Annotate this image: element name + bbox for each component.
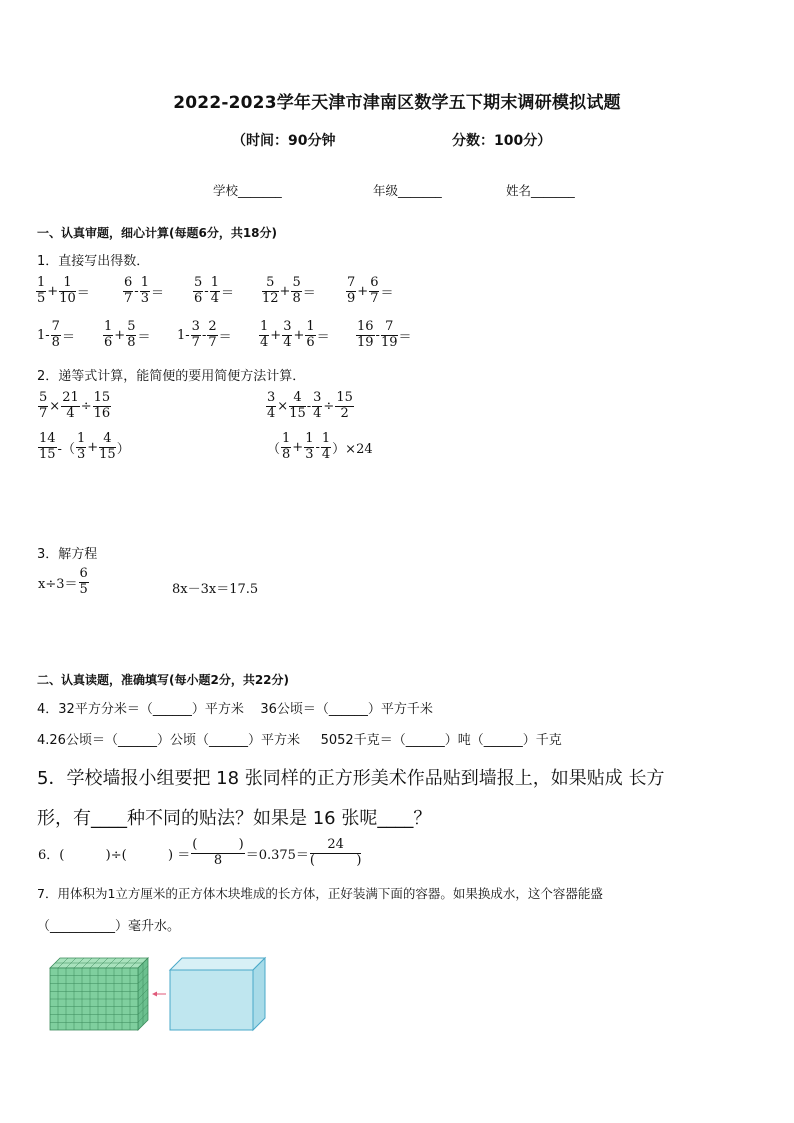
question-6 bbox=[37, 838, 361, 869]
question-3: 3．解方程 bbox=[37, 547, 98, 562]
calc-2: $\frac{3}{4}$ × $\frac{4}{15}$ - $\frac{3}{4}$ ÷ $\frac{15}{2}$ bbox=[267, 390, 353, 421]
expr-2-5: $\frac{16}{19}$ - $\frac{7}{19}$ ＝ bbox=[357, 319, 412, 350]
expr-1-3: $\frac{5}{6}$ - $\frac{1}{4}$ ＝ bbox=[194, 275, 234, 306]
expr-1-4: $\frac{5}{12}$ + $\frac{5}{8}$ ＝ bbox=[262, 275, 316, 306]
equation-2: 8x－3x＝17.5 bbox=[172, 582, 259, 597]
question-7-line2[interactable]: （__________）毫升水。 bbox=[37, 919, 181, 934]
expr-1-5: $\frac{7}{9}$ + $\frac{6}{7}$ ＝ bbox=[347, 275, 394, 306]
q6-left: 6．( )÷( ) ＝ bbox=[38, 847, 191, 863]
grade-field[interactable]: 年级_______ bbox=[373, 183, 442, 198]
name-field[interactable]: 姓名_______ bbox=[506, 183, 575, 198]
expr-2-1: 1- $\frac{7}{8}$ ＝ bbox=[37, 319, 75, 350]
expr-1-2: $\frac{6}{7}$ - $\frac{1}{3}$ ＝ bbox=[124, 275, 164, 306]
question-1: 1．直接写出得数． bbox=[37, 254, 150, 269]
score-label: 分数：100分） bbox=[452, 133, 552, 149]
question-5-line2: 形，有____种不同的贴法？如果是 16 张呢____？ bbox=[37, 808, 432, 829]
empty-container bbox=[170, 958, 265, 1030]
question-7-line1: 7．用体积为1立方厘米的正方体木块堆成的长方体，正好装满下面的容器。如果换成水，这个容器能盛 bbox=[37, 886, 603, 901]
question-5-line1: 5．学校墙报小组要把 18 张同样的正方形美术作品贴到墙报上，如果贴成 长方 bbox=[37, 768, 665, 789]
cube-stack bbox=[50, 958, 148, 1030]
expr-1-1: $\frac{1}{5}$ + $\frac{1}{10}$ ＝ bbox=[37, 275, 90, 306]
section1-heading: 一、认真审题，细心计算(每题6分，共18分) bbox=[37, 226, 278, 240]
q6-frac1-den: 8 bbox=[213, 852, 223, 868]
q6-frac1-num[interactable]: ( ) bbox=[192, 837, 244, 852]
arrow-icon bbox=[152, 992, 166, 997]
question-2: 2．递等式计算，能简便的要用简便方法计算． bbox=[37, 369, 306, 384]
time-label: （时间：90分钟 bbox=[232, 133, 336, 149]
expr-2-4: $\frac{1}{4}$ + $\frac{3}{4}$ + $\frac{1}{6}$ ＝ bbox=[260, 319, 330, 350]
cube-and-container-figure bbox=[40, 950, 280, 1040]
expr-2-2: $\frac{1}{6}$ + $\frac{5}{8}$ ＝ bbox=[104, 319, 151, 350]
question-4b: 4.26公顷＝（______）公顷（______）平方米 5052千克＝（______）吨（______）千克 bbox=[37, 733, 562, 748]
calc-1: $\frac{5}{7}$ × $\frac{21}{4}$ ÷ $\frac{15}{16}$ bbox=[39, 390, 111, 421]
school-field[interactable]: 学校_______ bbox=[213, 183, 282, 198]
calc-4: （ $\frac{1}{8}$ + $\frac{1}{3}$ - $\frac{1}{4}$ ）×24 bbox=[267, 431, 373, 462]
question-4a: 4．32平方分米＝（______）平方米 36公顷＝（______）平方千米 bbox=[37, 702, 433, 717]
q6-frac2-num: 24 bbox=[310, 838, 361, 854]
section2-heading: 二、认真读题，准确填写(每小题2分，共22分) bbox=[37, 673, 290, 687]
q6-mid: ＝0.375＝ bbox=[245, 847, 309, 863]
q6-frac2-den[interactable]: ( ) bbox=[309, 852, 362, 868]
calc-3: $\frac{14}{15}$ -（ $\frac{1}{3}$ + $\frac{4}{15}$ ） bbox=[39, 431, 130, 462]
page-title: 2022-2023学年天津市津南区数学五下期末调研模拟试题 bbox=[173, 93, 621, 113]
equation-1: x÷3＝ $\frac{6}{5}$ bbox=[38, 566, 88, 597]
expr-2-3: 1- $\frac{3}{7}$ - $\frac{2}{7}$ ＝ bbox=[177, 319, 232, 350]
